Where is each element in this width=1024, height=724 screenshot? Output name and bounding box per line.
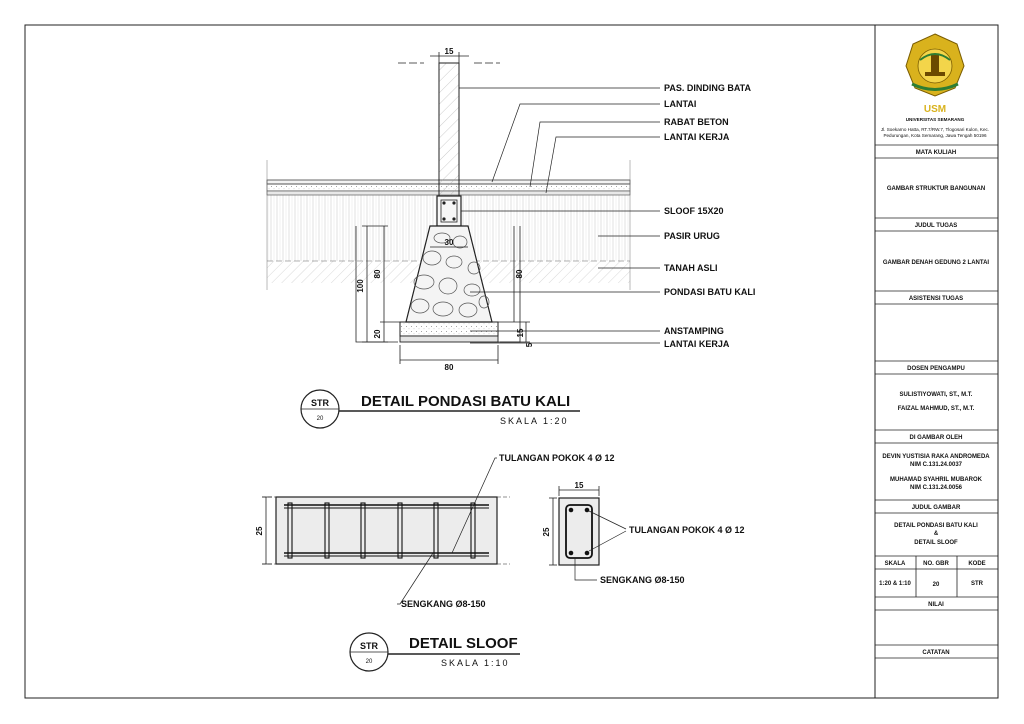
dim-section-height: 25 <box>542 527 551 537</box>
sloof-caption-code: STR <box>360 641 378 651</box>
label-sengkang-right: SENGKANG Ø8-150 <box>600 575 685 585</box>
judul-tugas-value: GAMBAR DENAH GEDUNG 2 LANTAI <box>882 260 990 266</box>
dosen-label: DOSEN PENGAMPU <box>907 366 965 372</box>
asistensi-label: ASISTENSI TUGAS <box>908 296 964 302</box>
lantai-kerja-bottom <box>400 336 498 342</box>
dim-body-height: 80 <box>373 269 382 279</box>
judul-gambar-1: DETAIL PONDASI BATU KALI <box>894 523 978 529</box>
label-sloof: SLOOF 15X20 <box>664 206 724 216</box>
sheet-border <box>25 25 998 698</box>
brick-wall <box>439 63 459 196</box>
judul-gambar-label: JUDUL GAMBAR <box>911 505 961 511</box>
pondasi-caption <box>301 390 580 428</box>
sloof-caption <box>350 633 520 671</box>
author-1-nim: NIM C.131.24.0037 <box>909 462 963 468</box>
dim-long-height: 25 <box>255 526 264 536</box>
address-line-1: Jl. Soekarno Hatta, RT.7/RW.7, Tlogosari Kulon, Kec. <box>880 127 990 132</box>
sloof-caption-scale: SKALA 1:10 <box>441 658 510 668</box>
dim-section-width: 15 <box>574 481 584 490</box>
pondasi-caption-title: DETAIL PONDASI BATU KALI <box>361 393 571 410</box>
mata-kuliah-label: MATA KULIAH <box>915 150 957 156</box>
judul-gambar-2: DETAIL SLOOF <box>914 540 958 546</box>
label-tanah: TANAH ASLI <box>664 263 718 273</box>
sloof-cross-section <box>559 498 599 565</box>
judul-tugas-label: JUDUL TUGAS <box>914 223 958 229</box>
pondasi-caption-code: STR <box>311 398 329 408</box>
dosen-2: FAIZAL MAHMUD, ST., M.T. <box>897 406 975 412</box>
dim-right-height: 80 <box>515 269 524 279</box>
dim-anstamping-height: 15 <box>516 328 525 338</box>
label-pasir: PASIR URUG <box>664 231 720 241</box>
rebar-dot <box>585 508 590 513</box>
dim-top-width: 15 <box>444 47 454 56</box>
label-rabat: RABAT BETON <box>664 117 729 127</box>
address-line-2: Pedurungan, Kota Semarang, Jawa Tengah 50196 <box>883 133 987 138</box>
skala-value: 1:20 & 1:10 <box>879 581 911 587</box>
kode-label: KODE <box>968 561 986 567</box>
dim-total-height: 100 <box>356 279 365 293</box>
label-tulangan-right: TULANGAN POKOK 4 Ø 12 <box>629 525 745 535</box>
dim-inner-width: 30 <box>444 238 454 247</box>
pondasi-detail <box>267 47 755 428</box>
anstamping-layer <box>400 322 498 336</box>
university-name: UNIVERSITAS SEMARANG <box>905 117 965 122</box>
dim-base-height: 20 <box>373 329 382 339</box>
sloof-caption-number: 20 <box>365 659 373 665</box>
sloof-caption-title: DETAIL SLOOF <box>409 635 518 652</box>
author-2-name: MUHAMAD SYAHRIL MUBAROK <box>889 477 983 483</box>
label-lantai-kerja: LANTAI KERJA <box>664 132 730 142</box>
pondasi-caption-scale: SKALA 1:20 <box>500 416 569 426</box>
dim-lantai-kerja-height: 5 <box>525 342 534 348</box>
catatan-label: CATATAN <box>922 650 950 656</box>
author-1-name: DEVIN YUSTISIA RAKA ANDROMEDA <box>882 454 990 460</box>
nogbr-value: 20 <box>932 582 940 588</box>
nogbr-label: NO. GBR <box>923 561 949 567</box>
judul-gambar-amp: & <box>933 531 939 537</box>
label-dinding: PAS. DINDING BATA <box>664 83 751 93</box>
digambar-label: DI GAMBAR OLEH <box>909 435 963 441</box>
kode-value: STR <box>971 581 983 587</box>
university-logo <box>906 34 964 115</box>
skala-label: SKALA <box>884 561 906 567</box>
sloof-long-section <box>276 497 497 564</box>
label-anstamping: ANSTAMPING <box>664 326 724 336</box>
nilai-label: NILAI <box>928 602 944 608</box>
dosen-1: SULISTIYOWATI, ST., M.T. <box>899 392 973 398</box>
label-batu-kali: PONDASI BATU KALI <box>664 287 756 297</box>
rebar-dot <box>569 551 574 556</box>
pondasi-caption-number: 20 <box>316 416 324 422</box>
logo-text: USM <box>923 104 947 115</box>
label-sengkang-left: SENGKANG Ø8-150 <box>401 599 486 609</box>
rebar-dot <box>569 508 574 513</box>
label-lantai-kerja-2: LANTAI KERJA <box>664 339 730 349</box>
sloof-detail <box>255 453 745 671</box>
title-block <box>875 25 998 698</box>
rebar-dot <box>585 551 590 556</box>
label-tulangan-top: TULANGAN POKOK 4 Ø 12 <box>499 453 615 463</box>
mata-kuliah-value: GAMBAR STRUKTUR BANGUNAN <box>886 186 986 192</box>
author-2-nim: NIM C.131.24.0056 <box>909 485 963 491</box>
dim-bottom-width: 80 <box>444 363 454 372</box>
label-lantai: LANTAI <box>664 99 697 109</box>
